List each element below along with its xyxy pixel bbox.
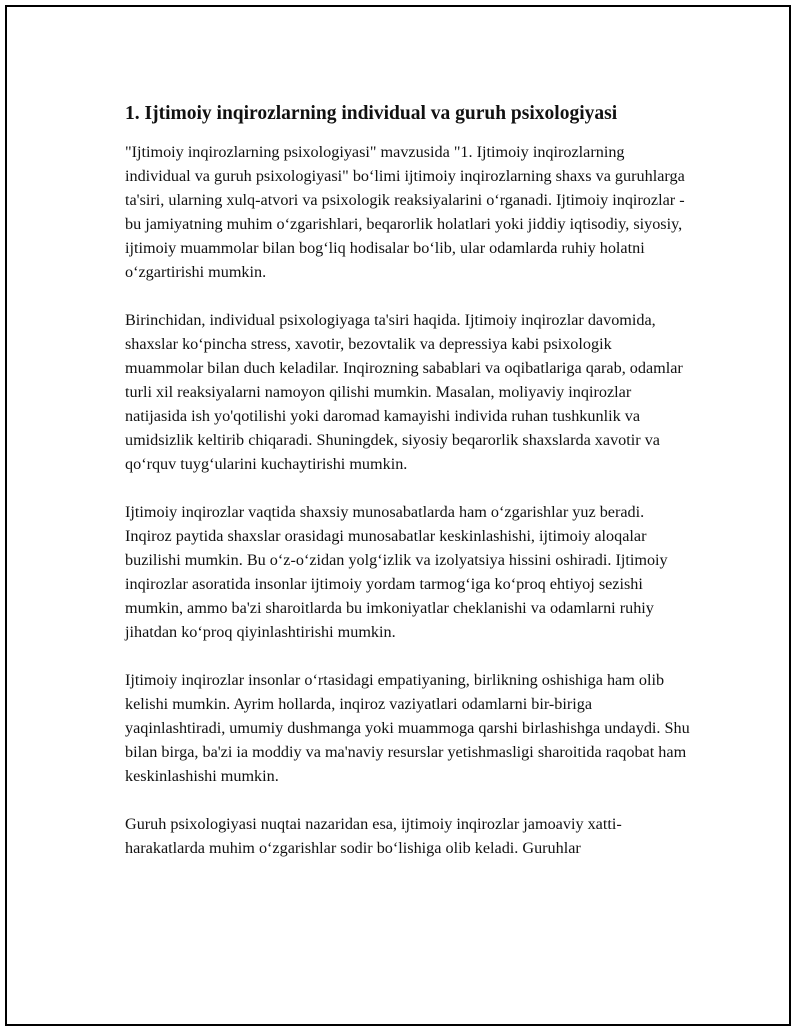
- paragraph-4: Ijtimoiy inqirozlar insonlar o‘rtasidagi empatiyaning, birlikning oshishiga ham olib kelishi mumkin. Ayrim hollarda, inqiroz vaziyatlari odamlarni bir-biriga yaqinlashtiradi, umumiy dushmanga yoki muammoga qarshi birlashishga undaydi. Shu bilan birga, ba'zi ia moddiy va ma'naviy resurslar yetishmasligi sharoitida raqobat ham keskinlashishi mumkin.: [125, 671, 690, 785]
- section-heading: 1. Ijtimoiy inqirozlarning individual va guruh psixologiyasi: [125, 103, 618, 124]
- paragraph-1: "Ijtimoiy inqirozlarning psixologiyasi" mavzusida "1. Ijtimoiy inqirozlarning individual va guruh psixologiyasi" bo‘limi ijtimoiy inqirozlarning shaxs va guruhlarga ta'siri, ularning xulq-atvori va psixologik reaksiyalarini o‘rganadi. Ijtimoiy inqirozlar - bu jamiyatning muhim o‘zgarishlari, beqarorlik holatlari yoki jiddiy iqtisodiy, siyosiy, ijtimoiy muammolar bilan bog‘liq hodisalar bo‘lib, ular odamlarda ruhiy holatni o‘zgartirishi mumkin.: [125, 143, 685, 281]
- paragraph-5: Guruh psixologiyasi nuqtai nazaridan esa, ijtimoiy inqirozlar jamoaviy xatti-harakatlarda muhim o‘zgarishlar sodir bo‘lishiga olib keladi. Guruhlar: [125, 815, 622, 857]
- page-frame: [5, 5, 791, 1026]
- paragraph-2: Birinchidan, individual psixologiyaga ta'siri haqida. Ijtimoiy inqirozlar davomida, shaxslar ko‘pincha stress, xavotir, bezovtalik va depressiya kabi psixologik muammolar bilan duch keladilar. Inqirozning sabablari va oqibatlariga qarab, odamlar turli xil reaksiyalarni namoyon qilishi mumkin. Masalan, moliyaviy inqirozlar natijasida ish yo'qotilishi yoki daromad kamayishi individa ruhan tushkunlik va umidsizlik keltirib chiqaradi. Shuningdek, siyosiy beqarorlik shaxslarda xavotir va qo‘rquv tuyg‘ularini kuchaytirishi mumkin.: [125, 311, 683, 473]
- paragraph-3: Ijtimoiy inqirozlar vaqtida shaxsiy munosabatlarda ham o‘zgarishlar yuz beradi. Inqiroz paytida shaxslar orasidagi munosabatlar keskinlashishi, ijtimoiy aloqalar buzilishi mumkin. Bu o‘z-o‘zidan yolg‘izlik va izolyatsiya hissini oshiradi. Ijtimoiy inqirozlar asoratida insonlar ijtimoiy yordam tarmog‘iga ko‘proq ehtiyoj sezishi mumkin, ammo ba'zi sharoitlarda bu imkoniyatlar cheklanishi va odamlarni ruhiy jihatdan ko‘proq qiyinlashtirishi mumkin.: [125, 503, 668, 641]
- document-body: [125, 102, 693, 884]
